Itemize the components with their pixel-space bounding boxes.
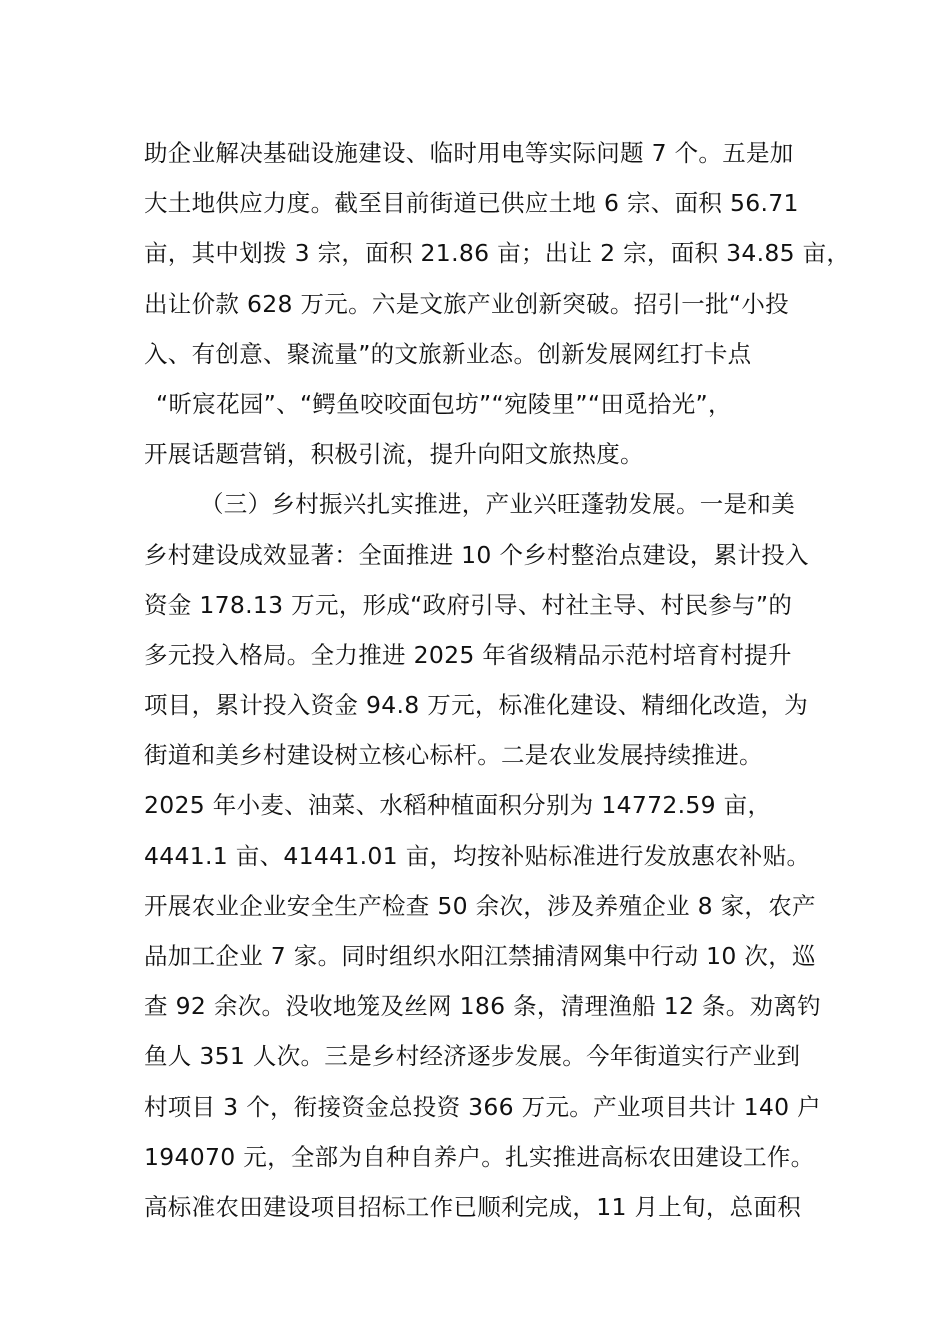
text-line-20: 村项目 3 个，衔接资金总投资 366 万元。产业项目共计 140 户 — [144, 1092, 821, 1121]
text-line-14: 2025 年小麦、油菜、水稻种植面积分别为 14772.59 亩， — [144, 791, 772, 820]
text-line-19: 鱼人 351 人次。三是乡村经济逐步发展。今年街道实行产业到 — [144, 1042, 801, 1071]
text-line-13: 街道和美乡村建设树立核心标杆。二是农业发展持续推进。 — [144, 741, 763, 770]
text-line-12: 项目，累计投入资金 94.8 万元，标准化建设、精细化改造，为 — [144, 691, 809, 720]
text-line-9: 乡村建设成效显著：全面推进 10 个乡村整治点建设，累计投入 — [144, 540, 809, 569]
text-line-16: 开展农业企业安全生产检查 50 余次，涉及养殖企业 8 家，农产 — [144, 891, 816, 920]
text-line-6: “昕宸花园”、“鳄鱼咬咬面包坊”“宛陵里”“田觅拾光”， — [156, 389, 732, 418]
text-line-15: 4441.1 亩、41441.01 亩，均按补贴标准进行发放惠农补贴。 — [144, 841, 811, 870]
section-heading-line: （三）乡村振兴扎实推进，产业兴旺蓬勃发展。一是和美 — [200, 490, 795, 519]
text-line-21: 194070 元，全部为自种自养户。扎实推进高标农田建设工作。 — [144, 1142, 815, 1171]
text-line-5: 入、有创意、聚流量”的文旅新业态。创新发展网红打卡点 — [144, 339, 752, 368]
text-line-4: 出让价款 628 万元。六是文旅产业创新突破。招引一批“小投 — [144, 289, 789, 318]
text-line-17: 品加工企业 7 家。同时组织水阳江禁捕清网集中行动 10 次，巡 — [144, 942, 816, 970]
text-line-1: 助企业解决基础设施建设、临时用电等实际问题 7 个。五是加 — [144, 139, 794, 167]
text-line-22: 高标准农田建设项目招标工作已顺利完成，11 月上旬，总面积 — [144, 1192, 802, 1221]
body-text — [144, 128, 851, 1232]
text-line-10: 资金 178.13 万元，形成“政府引导、村社主导、村民参与”的 — [144, 590, 793, 619]
text-line-2: 大土地供应力度。截至目前街道已供应土地 6 宗、面积 56.71 — [144, 189, 799, 218]
text-line-3: 亩，其中划拨 3 宗，面积 21.86 亩；出让 2 宗，面积 34.85 亩， — [144, 239, 851, 268]
text-line-11: 多元投入格局。全力推进 2025 年省级精品示范村培育村提升 — [144, 640, 792, 669]
text-line-18: 查 92 余次。没收地笼及丝网 186 条，清理渔船 12 条。劝离钓 — [144, 992, 821, 1021]
text-line-7: 开展话题营销，积极引流，提升向阳文旅热度。 — [144, 440, 644, 469]
